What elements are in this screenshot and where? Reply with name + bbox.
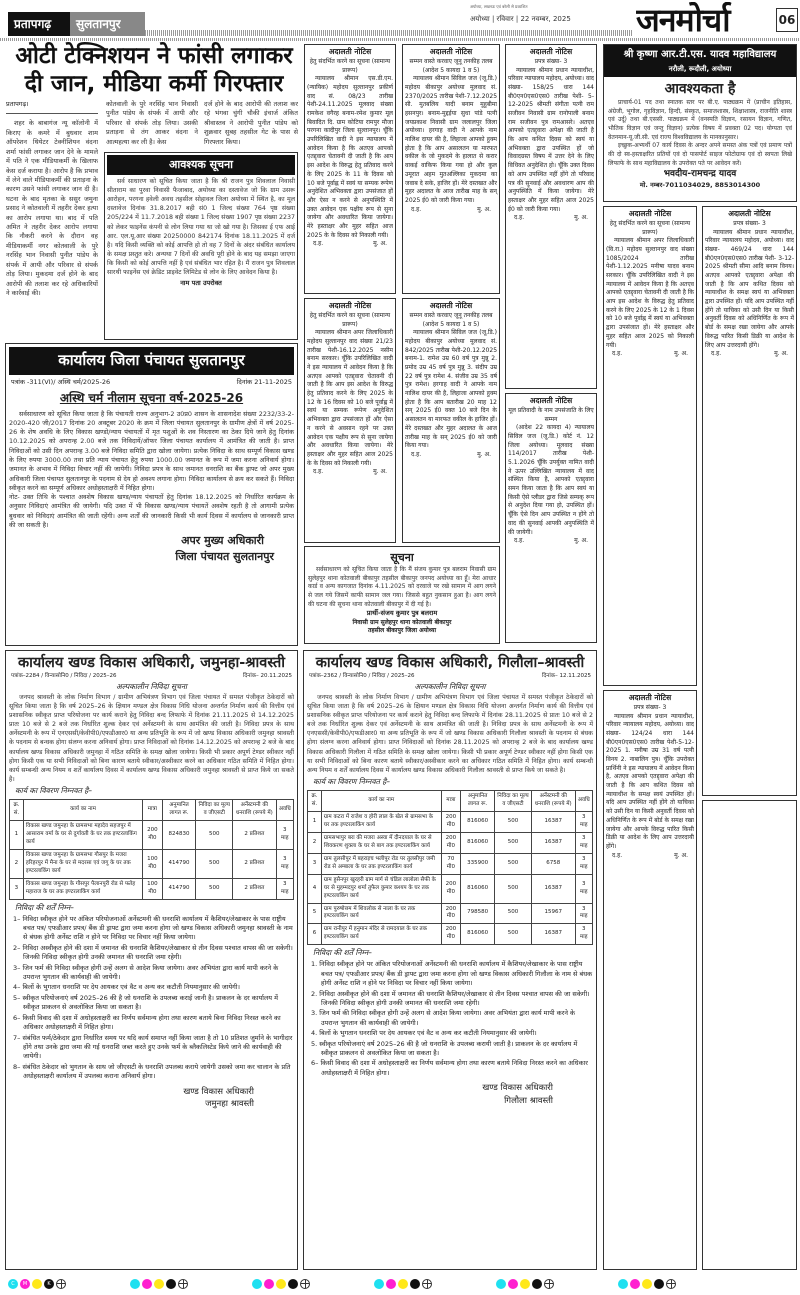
table-cell: विकास खण्ड जमुनहा के गौसपुर पैलानपुरी रोड से फतेह महाराज के घर तक इण्टरलाकिंग कार्य (23, 878, 142, 899)
signature-left: द.ह. (514, 214, 525, 222)
color-swatch (410, 1279, 420, 1289)
court-notice (603, 690, 697, 1270)
table-cell: 200 मी0 (441, 924, 461, 945)
color-swatch (398, 1279, 408, 1289)
works-table (307, 790, 593, 946)
court-notice (402, 44, 500, 294)
condition-item: 8– संबंधित ठेकेदार को भुगतान के साथ जो जीएसटी के धनराशि उपलब्ध कराये जायेगी उसको जमा कर चालान के प्रति अधोहस्ताक्षरी कार्यालय में उपलब्ध कराना अनिवार्य होगा। (13, 1062, 291, 1081)
signature-right: मु. अ. (373, 468, 387, 476)
notice-signature (508, 537, 594, 546)
table-row (10, 878, 294, 899)
newspaper-logo: जनमोर्चा (636, 2, 730, 38)
color-swatch (532, 1279, 542, 1289)
table-cell: 16387 (531, 874, 575, 903)
signatory-title: अपर मुख्य अधिकारी (181, 534, 264, 548)
notice-date: दिनांक– 12.11.2025 (541, 673, 591, 679)
color-swatch: K (44, 1279, 54, 1289)
signature-left: द.ह. (612, 851, 623, 859)
notice-subtitle: सम्मन वास्ते करवाए जूनू तनकीह तलब (आदेश 5 कायदा 1 व 5) (409, 57, 493, 74)
signature-right: मु. अ. (674, 851, 688, 859)
tender-notice-gilaula (303, 650, 597, 1270)
table-cell: 16387 (531, 811, 575, 832)
notice-note: नोट- उक्त तिथि के पश्चात अवशेष विकास खण्ड/न्याय पंचायतों हेतु दिनांक 18.12.2025 को निर्धारित कार्यक्रम के अनुसार निविदाएं आमंत्रित की जायेगी। यदि उक्त में भी विकास खण्ड/न्याय पंचायतें अवशेष रहती है तो आगामी प्रत्येक बुधवार को निविदाएं आमंत्रित की जाती रहेंगी। अन्य शर्तों की जानकारी किसी भी कार्य दिवस में कार्यालय से जानकारी प्राप्त की जा सकती है। (9, 493, 294, 529)
color-swatch (276, 1279, 286, 1289)
table-header: अवधि (575, 790, 592, 811)
table-cell: 816060 (461, 874, 495, 903)
table-cell: 100 मी0 (143, 878, 162, 899)
table-header: अनुमानित लागत रू. (461, 790, 495, 811)
notice-subtitle: प्रपत्र संख्या- 3 (633, 703, 667, 711)
notice-subtitle: हेतु संदर्भित करने का सूचना (सामान्य प्रारूप) (609, 219, 691, 236)
signature-left: द.ह. (411, 205, 422, 213)
table-cell: ग्राम तुलसीपुर में बहराइच भलीपुर रोड पर तुलसीपुर जमी रोड से अम्बाला के घर तक इण्टरलाकिंग कार्य (321, 853, 441, 874)
notice-subtitle: प्रपत्र संख्या- 3 (733, 219, 766, 227)
notice-ref-row (309, 673, 591, 681)
reference-number: पत्रांक–2362 / विन्यासोनि0 / निविदा / 2025–26 (309, 673, 415, 679)
signature-right: मु. अ. (774, 350, 788, 358)
ad-signatory: भवदीय-रामचन्द्र यादव (663, 169, 737, 180)
notice-body: जनपद श्रावस्ती के लोक निर्माण विभाग / ग्रामीण अभियंत्रण विभाग एवं जिला पंचायत में समस्त पंजीकृत ठेकेदारों को सूचित किया जाता है कि वर्ष 2025–26 के क्षियान मण्डल क्षेत्र विकास निधि योजना अन्तर्गत निर्माण कार्य की वित्तीय एवं प्रशासनिक स्वीकृत प्राप्त परियोजना पर कार्य कराने हेतु निविदा बन्द लिफाफे में दिनांक 21.11.2025 से 14.12.2025 प्रातः 10 बजे से 2 बजे तक निर्धारित शुल्क देकर एवं अर्नेस्टमनी के साथ आमंत्रित की जाती है। निविदा प्रपत्र के साथ अर्नेस्टमनी के रूप में एनएससी/केवीपी0/एफडीआर0 या अन्य प्रतिभूति के रूप में जो खण्ड विकास अधिकारी जमुनहा श्रावस्ती के पदनाम से बन्धक होगा संलग्न करना अनिवार्य होगा। प्राप्त निविदाओं को दिनांक 14.12.2025 को अपरान्ह 2 बजे के बाद कार्यालय खण्ड विकास अधिकारी जमुनहा में गठित समिति के समक्ष खोला जायेगा। किसी भी प्रकार अपूर्ण टेण्डर स्वीकार नहीं होगा किसी एक या सभी निविदाओं को बिना कारण बताये स्वीकार/अस्वीकार करने का अधिकार गठित समिति में निहित होगा। कार्य सम्बन्धी अन्य नियम व शर्तें कार्यालय दिवस में कार्यालय खण्ड विकास अधिकारी जमुनहा श्रावस्ती से प्राप्त किये जा सकते है। (9, 693, 294, 783)
color-swatch-group (374, 1279, 432, 1289)
table-cell: 70 मी0 (441, 853, 461, 874)
table-cell: ग्रामसभापुर बरा की मजरा अस्वा में दीनदयाल के घर से शिवकरण शुक्ला के घर से बाग तक इण्टरलाकिंग कार्य (321, 832, 441, 853)
table-cell: 500 (196, 878, 233, 899)
conditions-title: निविदा की शर्तें निम्न– (15, 902, 74, 912)
registration-mark-icon (300, 1279, 310, 1289)
notice-body: न्यायालय श्रीमान प्रधान न्यायाधीश, परिवार न्यायालय महोदय, अयोध्या। वाद संख्या- 158/25 धारा 144 बी0एन0एस0एस0 तारीख पेशी- 5-12-2025 श्रीमती संगीता पत्नी राम सजीवन निवासी ग्राम रानोपाली बनाम राम सजीवन पुत्र रामआसरे। अतएव आपको एतद्द्वारा अपेक्षा की जाती है कि आप कथित दिवस को स्वयं या अभिवक्ता द्वारा उपस्थित हों जो विवादग्रस्त विषय में उत्तर देने के लिए विधिवत अनुदेशित हो। चूँकि उक्त दिवस को आप उपस्थित नहीं होंगे तो परिवाद पत्र की सुनवाई और अवधारण आप की अनुपस्थिति में किया जायेगा। मेरे हस्ताक्षर और मुहर सहित आज 2025 ई0 को जारी किया गया। (508, 66, 594, 213)
notice-subtitle: मूल प्रतिवादी के नाम उपसंजाति के लिए सम्मन (508, 406, 594, 423)
reference-number: पत्रांक -311(VI)/ अस्थि चर्म/2025-26 (11, 377, 111, 386)
logo-tagline: अयोध्या, लखनऊ एवं बरेली से प्रकाशित (470, 4, 528, 9)
court-notice (505, 44, 597, 389)
table-cell: 6758 (531, 853, 575, 874)
table-cell: 798580 (461, 903, 495, 924)
table-cell: 414790 (162, 849, 196, 878)
conditions-title: निविदा की शर्तें निम्न– (313, 948, 372, 958)
story-headline: ओटी टेक्निशयन ने फांसी लगाकर दी जान, मीडिया कर्मी गिरफ्तार (15, 43, 293, 97)
notice-body: न्यायालय श्रीमान सिविल जज (जू.डि.) महोदय बीकापुर अयोध्या मूलवाद सं. 2370/2025 तारीख पेशी-7.12.2025 सी. मुतबलिय यादी बनाम मुहुबीमा हसनपुर। बनाम-मुद्दईया सुधा पांडे पत्नी जयप्रकाश निवासी ग्राम जलालपुर जिला अयोध्या। हरगाह वादी ने आपके नाम नालिश दायर की है, लिहाजा आपको हुक्म होता है कि आप असालतन या मारफत वकील के जो मुकदमे के हालात से करार वाकई वाकिफ किया गया हो और कुल उमूरात अहम मुतअल्लिका मुकदमा का जवाब दे सके, हाजिर हों। मेरे दस्तखत और मुहर अदालत के आज तारीख माह के सन् 2025 ई0 को जारी किया गया। (405, 75, 498, 204)
notice-body: सर्वसाधारण को सूचित किया जाता है कि पंचायती राज्य अनुभाग-2 उ0प्र0 शासन के शासनादेश संख्या 2232/33-2-2020-420 जी/2017 दिनांक 20 अक्टूबर 2020 के क्रम में जिला पंचायत सुलतानपुर के ग्रामीण क्षेत्रों में वर्ष 2025-26 के शेष अवधि के लिए विकास खण्डो/न्याय पंचायतों में मृत पशुओं के शव निस्तारण का ठेका दिये जाने हेतु दिनांक 10.12.2025 को अपरान्ह 2.00 बजे तक निविदायें/ऑफर जिला पंचायत कार्यालय में आमंत्रित की जाती है। प्राप्त निविदाओं को उसी दिन अपरान्ह 3.00 बजे निविदा समिति द्वारा खोला जायेगा। प्रत्येक निविदा के साथ सम्पूर्ण विकास खण्ड के लिए रुपया 3000.00 तथा प्रति न्याय पंचायत हेतु रुपया 1000.00 जमानत के रूप में जमा करना अनिवार्य होगा। जमानत के अभाव में निविदा विचार नहीं की जायेगी। निविदा प्रपत्र के साथ जमानत धनराशि का बैंक ड्राफ्ट जो अपर मुख्य अधिकारी जिला पंचायत सुलतानपुर के पदनाम से देय हो अवश्य लगाना होगा। निविदा कार्यालय से क्रय कर सकते हैं। निविदा स्वीकृत करने का सम्पूर्ण अधिकार अधोहस्ताक्षरी में निहित होगा। (9, 409, 294, 492)
table-cell: 100 मी0 (143, 849, 162, 878)
notice-signature (405, 451, 497, 460)
notice-body: न्यायालय श्रीमान प्रधान न्यायाधीश, परिवार न्यायालय महोदय, अयोध्या। वाद संख्या- 469/24 धारा 144 बी0एन0एस0एस0 तारीख पेशी- 3-12-2025 श्रीमती सीमा आदि बनाम विनय। अतएव आपको एतद्द्वारा अपेक्षा की जाती है कि आप कथित दिवस को न्यायाधीश के समक्ष स्वयं या अभिवक्ता द्वारा उपस्थित हों। यदि आप उपस्थित नहीं होंगे तो याचिका को उसी दिन या किसी अनुवर्ती दिवस को अधिनिर्णित के रूप में बोर्ड के समक्ष रखा जायेगा और आपके विरुद्ध पारित किसी डिक्री या आदेश के लिए आप उत्तरदायी होंगे। (705, 228, 794, 349)
signature-right: मु. अ. (477, 205, 491, 213)
court-notice (402, 298, 500, 543)
story-text: शहर के बाबागंज न्यू कॉलोनी में किराए के कमरे में बुधवार शाम ऑपरेशन थियेटर टेक्नीशियन वंदना शर्मा फांसी लगाकर जान देने के मामले में पति ने एक मीडियाकर्मी के खिलाफ केस दर्ज कराया है। आरोप है कि प्रभाव में लेने वाले मीडियाकर्मी की प्रताड़ना के कारण उसने फांसी लगाकर जान दी है। घटना के बाद मृतका के ससुर जमुना प्रसाद ने कोतवाली में तहरीर देकर हत्या का आरोप लगाया था। बाद में पति अमित ने तहरीर देकर आरोप लगाया कि नौकरी करने के दौरान वह मीडियाकर्मी नगर कोतवाली के पुरे नरसिंह भान निवासी पुनीत पांडेय के संपर्क में आयी और परिवार से संपर्क तोड़ लिया। मुकदमा दर्ज होने के बाद आरोपी की तलाश कर रहे अधिकारियों ने कार्रवाई की। (6, 119, 98, 298)
table-header: अवधि (276, 799, 293, 820)
notice-subtitle: अल्पकालीन निविदा सूचना (116, 681, 187, 691)
table-cell: विकास खण्ड जमुनहा के ग्रामसभा गौसपुर के मजरा हरिहरपुर में मैना के घर से मदरसा एवं जगू के घर तक इण्टरलाकिंग कार्य (23, 849, 142, 878)
court-notice (702, 206, 797, 796)
table-row (308, 811, 593, 832)
signature-right: मु. अ. (674, 350, 688, 358)
table-cell: 500 (196, 849, 233, 878)
color-swatch (32, 1279, 42, 1289)
table-header: निविदा का मूल्य व जीएसटी (196, 799, 233, 820)
story-dateline: प्रतापगढ़। (6, 100, 98, 114)
signature-left: द.ह. (711, 350, 722, 358)
table-cell: 816060 (461, 924, 495, 945)
notice-signature (307, 468, 393, 477)
notice-signature (307, 240, 393, 249)
notice-body: जनपद श्रावस्ती के लोक निर्माण विभाग / ग्रामीण अभियंत्रण विभाग एवं जिला पंचायत में समस्त पंजीकृत ठेकेदारों को सूचित किया जाता है कि वर्ष 2025–26 के क्षियान मण्डल क्षेत्र विकास निधि योजना अन्तर्गत निर्माण कार्य की वित्तीय एवं प्रशासनिक स्वीकृत प्राप्त परियोजना पर कार्य कराने हेतु निविदा बन्द लिफाफे में दिनांक 28.11.2025 से प्रातः 10 बजे से 2 बजे तक निर्धारित शुल्क देकर एवं अर्नेस्टमनी के साथ आमंत्रित की जाती है। निविदा प्रपत्र के साथ अर्नेस्टमनी के रूप में एनएससी/केवीपी0/एफडीआर0 या अन्य प्रतिभूति के रूप में जो खण्ड विकास अधिकारी गिलौला श्रावस्ती के पदनाम से बंधक होगा संलग्न करना अनिवार्य होगा। प्राप्त निविदाओं को दिनांक 28.11.2025 को अपरान्ह 2 बजे के बाद कार्यालय खण्ड विकास अधिकारी गिलौला में गठित समिति के समक्ष खोला जायेगा। किसी भी प्रकार अपूर्ण टेण्डर स्वीकार नहीं होगा किसी एक या सभी निविदाओं को बिना कारण बताये स्वीकार/अस्वीकार करने का अधिकार गठित समिति में निहित होगा। कार्य सम्बन्धी अन्य नियम व शर्तें कार्यालय दिवस में कार्यालय खण्ड विकास अधिकारी गिलौला श्रावस्ती से प्राप्त किये जा सकते है। (307, 693, 593, 774)
story-column-2: कोतवाली के पुरे नरसिंह भान निवासी पुनीत पांडेय के संपर्क में आयी और परिवार से संपर्क तोड़ लिया। उसकी प्रताड़ना से तंग आकर वंदना ने आत्महत्या कर ली है। केस (106, 100, 198, 146)
notice-signature (606, 852, 694, 861)
notice-body: न्यायालय श्रीमान एस.डी.एम. (न्यायिक) महोदय सुल्तानपुर प्रकीर्ण वाद सं. 08/23 तारीख पेशी-24.11.2025 मूलवाद संख्या रामकेश वगैरह बनाम-रमेश कुमार मूल बिवादित दि. ग्राम कोटिया रामपुर मौजा परगना कादीपुर जिला सुल्तानपुर। चूँकि उपरिलिखित वादी ने इस न्यायालय में आवेदन किया है कि अतएव आपको एतद्द्वारा चेतावनी दी जाती है कि आप इस आदेश के विरुद्ध हेतु प्रतिवाद करने के लिए 2025 के 11 के दिवस को 10 बजे पूर्वाह्न में स्वयं या सम्यक रूपेण अनुदेशित अभिवक्ता द्वारा उपसंजात हों और ऐसा न करने से अनुपस्थिति में उक्त आवेदन एक पक्षीय रूप से सुना जायेगा और अवधारित किया जायेगा। मेरे हस्ताक्षर और मुहर सहित आज 2025 के के दिवस को निकाली गयी। (307, 75, 393, 239)
condition-item: 5. स्वीकृत परियोजनाएं वर्ष 2025–26 की है जो धनराशि के उपलब्ध करायी जाती है। प्राकलन के दर कार्यालय में स्वीकृत प्राकलन से अवलोकित किया जा सकता है। (311, 1039, 578, 1058)
notice-title: अदालती नोटिस (429, 301, 473, 310)
zila-panchayat-notice (5, 343, 298, 646)
table-cell: 500 (196, 820, 233, 849)
signature-right: मु. अ. (373, 240, 387, 248)
condition-item: 4. बिलों के भुगतान धनराशि पर देय आयकर एवं वैट व अन्य कर कटौती नियमानुसार की जायेगी। (311, 1029, 537, 1038)
table-cell: 500 (495, 832, 532, 853)
applicant-address: निवासी ग्राम सुलेहपुर थाना कोतवाली बीकापुर (352, 618, 452, 626)
condition-item: 4– बिलों के भुगतान धनराशि पर देय आयकर एवं वैट व अन्य कर कटौती नियमानुसार की जायेगी। (13, 983, 240, 992)
reference-number: पत्रांक–2284 / विन्यासोनि0 / निविदा / 2025–26 (11, 673, 117, 679)
notice-signature (606, 350, 694, 359)
condition-item: 3. जिन फर्म की निविदा स्वीकृत होगी उन्हें अलग से आदेश किया जायेगा। अवर अभियंता द्वारा कार्य मापी करने के उपरान्त भुगतान की कार्यवाही की जायेगी। (311, 1009, 576, 1027)
registration-mark-icon (56, 1279, 66, 1289)
table-header-row (308, 790, 593, 811)
table-cell: 3 माह (276, 849, 293, 878)
table-cell: 16387 (531, 924, 575, 945)
signature-right: मु. अ. (574, 537, 588, 545)
section-tab-pratapgarh: प्रतापगढ़ (8, 12, 70, 36)
table-header: मात्रा (143, 799, 162, 820)
table-cell: 3 (10, 878, 24, 899)
color-swatch (654, 1279, 664, 1289)
header-rule (145, 30, 633, 36)
table-header: क्र. सं. (10, 799, 24, 820)
notice-date: दिनांक 21-11-2025 (236, 377, 292, 386)
table-cell: 3 माह (575, 874, 592, 903)
applicant-name: प्रार्थी-संजय कुमार पुत्र बलराम (366, 609, 438, 618)
table-cell: 200 मी0 (441, 832, 461, 853)
table-cell: ग्राम रानीपुर में हनुमान मंदिर से रामदयाल के घर तक इण्टरलाकिंग कार्य (321, 924, 441, 945)
notice-ref-row (11, 673, 292, 681)
table-cell: 3 माह (575, 811, 592, 832)
table-cell: 500 (495, 903, 532, 924)
page-number: 06 (776, 8, 798, 32)
notice-body: न्यायालय श्रीमान प्रधान न्यायाधीश, परिवार न्यायालय महोदय, अयोध्या। वाद संख्या- 124/24 धारा 144 बी0एन0एस0एस0 तारीख पेशी-5-12-2025 1. मनीषा उम्र 31 वर्ष पत्नी विनय 2. नाबालिग पुत्र। चूँकि उपरोक्त प्रार्थिनी ने इस न्यायालय में आवेदन किया है, अतएव आपको एतद्द्वारा अपेक्षा की जाती है कि आप कथित दिवस को न्यायाधीश के समक्ष स्वयं उपस्थित हों। यदि आप उपस्थित नहीं होंगे तो याचिका को उसी दिन या किसी अनुवर्ती दिवस को अधिनिर्णित के रूप में बोर्ड के समक्ष रखा जायेगा और आपके विरुद्ध पारित किसी डिक्री या आदेश के लिए आप उत्तरदायी होंगे। (606, 712, 694, 850)
signature-right: मु. अ. (477, 450, 491, 458)
college-name: श्री कृष्णा आर.टी.एस. यादव महाविद्यालय (604, 45, 796, 64)
table-cell: 4 (308, 874, 322, 903)
table-cell: 816060 (461, 832, 495, 853)
notice-title: अदालती नोटिस (728, 209, 771, 218)
notice-title: कार्यालय जिला पंचायत सुलतानपुर (9, 347, 294, 375)
court-notice (505, 393, 597, 643)
court-notice (304, 44, 396, 294)
condition-item: 2– निविदा अस्वीकृत होने की दशा में जमानत की धनराशि कैशियर/लेखाकार से तीन दिवस पश्चात वापस की जा सकेगी। जिनकी निविदा स्वीकृत होगी उनकी जमानत की धनराशि जमा रहेगी। (13, 943, 293, 962)
table-row (308, 874, 593, 903)
signatory-title: खण्ड विकास अधिकारी (183, 1086, 254, 1097)
notice-title: आवश्यक सूचना (107, 155, 295, 175)
condition-item: 3– जिन फर्म की निविदा स्वीकृत होगी उन्हें अलग से आदेश किया जायेगा। अवर अभियंता द्वारा कार्य मापी करने के उपरान्त भुगतान की कार्यवाही की जायेगी। (13, 963, 279, 982)
signature-left: द.ह. (313, 240, 324, 248)
ad-phone: मो. नम्बर-7011034029, 8853014300 (639, 181, 761, 190)
signatory-title: खण्ड विकास अधिकारी (482, 1083, 553, 1094)
color-swatch (252, 1279, 262, 1289)
registration-mark-icon (666, 1279, 676, 1289)
notice-body: सर्व साधारण को सूचित किया जाता है कि श्री राजन पुत्र शिवलाल निवासी सीताराम का पुरवा निवासी फैजाबाद, अयोध्या का दस्तावेज जो कि ग्राम उसरू आरोहन, परगना हवेली अवध तहसील सोहावल जिला अयोध्या में स्थित है, का मूल दस्तावेज दिनांक 31.8.2017 बही सं0 1 जिल्द संख्या 764 पृष्ठ संख्या 205/224 में 11.7.2018 बही संख्या 1 जिल्द संख्या 1907 पृष्ठ संख्या 2237 को लेकर फाइनेंस कंपनी से लोन लिया गया था जो खो गया है। जिसका ई एफ आई आर. एल.यू.आर संख्या 20250000 842174 दिनांक 18.11.2025 में दर्ज है। यदि किसी व्यक्ति को कोई आपत्ति हो तो वह 7 दिनों के अंदर संबंधित कार्यालय के समक्ष प्रस्तुत करे। अन्यथा 7 दिनों की अवधि पूरी होने के बाद यह समझा जाएगा कि किसी को कोई आपत्ति नहीं है एवं संबंधित भार रहित है। मैं राजन पुत्र शिवलाल सारथी फाइनेंस एवं क्रेडिट प्राइवेट लिमिटेड से लोन के लिए आवेदन किया है। (107, 177, 295, 277)
table-row (10, 820, 294, 849)
signature-right: मु. अ. (574, 214, 588, 222)
notice-subtitle: प्रपत्र संख्या- 3 (534, 57, 568, 65)
notice-signature (405, 206, 497, 215)
notice-subtitle: अल्पकालीन निविदा सूचना (414, 681, 486, 691)
color-swatch (630, 1279, 640, 1289)
suchna-notice (304, 546, 500, 644)
table-cell: 414790 (162, 878, 196, 899)
signatory-office: गिलौला श्रावस्ती (504, 1095, 553, 1106)
table-cell: 16387 (531, 832, 575, 853)
table-cell: ग्राम हुसैनपुर खुरहरी ग्राम मार्ग से चंडिल लालोला सैफी के घर से मुहम्मदपुर शर्मा तुफैल कुमार कश्यप के घर तक इण्टरलाकिंग कार्य (321, 874, 441, 903)
color-swatch (508, 1279, 518, 1289)
color-swatch (142, 1279, 152, 1289)
table-cell: 3 माह (575, 924, 592, 945)
table-cell: 824830 (162, 820, 196, 849)
college-location: नरौली, रूदौली, अयोध्या (604, 64, 796, 77)
color-swatch (154, 1279, 164, 1289)
color-swatch: M (20, 1279, 30, 1289)
table-cell: ग्राम कटरा में राजेश व होरी लाल के खेत से ग्रामसभा के घर तक इण्टरलाकिंग कार्य (321, 811, 441, 832)
table-row (308, 832, 593, 853)
signatory-office: जमुनहा श्रावस्ती (205, 1099, 254, 1110)
table-cell: 3 (308, 853, 322, 874)
table-header-row (10, 799, 294, 820)
registration-mark-icon (422, 1279, 432, 1289)
table-header: कार्य का नाम (23, 799, 142, 820)
table-cell: 200 मी0 (143, 820, 162, 849)
condition-item: 2. निविदा अस्वीकृत होने की दशा में जमानत की धनराशि कैशियर/लेखाकार से तीन दिवस पश्चात वापस की जा सकेगी। जिनकी निविदा स्वीकृत होगी उनकी जमानत की धनराशि जमा रहेगी। (311, 989, 590, 1007)
table-cell: 816060 (461, 811, 495, 832)
color-swatch (618, 1279, 628, 1289)
color-swatch (264, 1279, 274, 1289)
applicant-tehsil: तहसील बीकापुर जिला अयोध्या (367, 627, 437, 635)
notice-title: कार्यालय खण्ड विकास अधिकारी, जमुनहा-श्रावस्ती (17, 655, 286, 671)
table-row (308, 903, 593, 924)
table-cell: 500 (495, 874, 532, 903)
color-swatch (642, 1279, 652, 1289)
college-vacancy-ad (603, 44, 797, 202)
table-cell: 200 मी0 (441, 874, 461, 903)
notice-title: कार्यालय खण्ड विकास अधिकारी, गिलौला–श्रावस्ती (315, 655, 585, 671)
notice-body: न्यायालय श्रीमान अपर जिलाधिकारी महोदय सुल्तानपुर वाद संख्या 21/23 तारीख पेशी-16.12.2025 नसीम बनाम सरकार। चूँकि उपरिलिखित वादी ने इस न्यायालय में आवेदन किया है कि अतएव आपको एतद्द्वारा चेतावनी दी जाती है कि आप इस आदेश के विरुद्ध हेतु प्रतिवाद करने के लिए 2025 के 12 के 16 दिवस को 10 बजे पूर्वाह्न में स्वयं या सम्यक रूपेण अनुदेशित अभिवक्ता द्वारा उपसंजात हों और ऐसा न करने से अवसान रहने पर उक्त आवेदन एक पक्षीय रूप से सुना जायेगा और अवधारित किया जायेगा। मेरे हस्ताक्षर और मुहर सहित आज 2025 के के दिवस को निकाली गयी। (307, 329, 393, 467)
table-cell: ग्राम पुरुषोत्तम में शिवलोक से नाला के घर तक इण्टरलाकिंग कार्य (321, 903, 441, 924)
ad-body: प्राचार्य-01 पद तथा स्नातक स्तर पर बी.ए. पाठ्यक्रम में (प्राचीन इतिहास, अंग्रेजी, भूगोल, गृहविज्ञान, हिन्दी, संस्कृत, समाजशास्त्र, शिक्षाशास्त्र, राजनीति शास्त्र एवं उर्दू) तथा बी.एससी. पाठ्यक्रम में (वनस्पति विज्ञान, रसायन विज्ञान, गणित, भौतिक विज्ञान एवं जन्तु विज्ञान) प्रत्येक विषय में प्रवक्ता 02 पद। योग्यता एवं वेतनमान-यू.जी.सी. एवं राज्य विश्वविद्यालय के मानकानुसार। (608, 98, 792, 141)
table-cell: 500 (495, 811, 532, 832)
table-cell: 3 माह (276, 820, 293, 849)
signature-left: द.ह. (313, 468, 324, 476)
condition-item: 6– किसी विवाद की दशा में अधोहस्ताक्षरी का निर्णय सर्वमान्य होगा तथा कारण बताये निविदा निरस्त करने का अधिकार अधोहस्ताक्षरी में निहित होगा। (311, 1059, 588, 1077)
table-caption: कार्य का विवरण निम्नवत है– (15, 786, 93, 796)
notice-title: अदालती नोटिस (628, 693, 672, 702)
registration-mark-icon (178, 1279, 188, 1289)
table-cell: 5 (308, 903, 322, 924)
color-swatch-group (252, 1279, 310, 1289)
color-swatch: C (8, 1279, 18, 1289)
table-cell: 3 माह (276, 878, 293, 899)
color-swatch (288, 1279, 298, 1289)
signatory-office: जिला पंचायत सुलतानपुर (175, 550, 274, 564)
notice-subtitle: सम्मन वास्ते करवाए जूनू तनकीह तलब (आदेश 5 कायदा 1 व 5) (409, 311, 493, 328)
table-cell: 2 प्रतिशत (233, 878, 276, 899)
table-cell: विकास खण्ड जमुनहा के ग्रामसभा महादेव सहजपुर में आसाराम वर्मा के घर से दुर्गावती के घर तक इण्टरलाकिंग कार्य (23, 820, 142, 849)
table-row (308, 853, 593, 874)
color-swatch-group (130, 1279, 188, 1289)
court-notice (304, 298, 396, 543)
condition-item: 1– निविदा स्वीकृत होने पर अंकित परियोजनाओं अर्नेस्टमनी की धनराशि कार्यालय में कैशियर/लेखाकार के पास राष्ट्रीय बचत पत्र/ एफडीआर प्रपत्र/ बैंक डी ड्राफ्ट द्वारा जमा करना होगा जो खण्ड विकास अधिकारी जमुनहा श्रावस्ती के नाम से बंधक होगी अर्नेस्ट राशि न होने पर निविदा पर विचार नहीं किया जायेगा। (13, 914, 293, 942)
court-notice (603, 206, 697, 686)
notice-body: (आदेश 22 कायदा 4) न्यायालय सिविल जज (जू.डि.) कोर्ट नं. 12 जिला अयोध्या। मूलवाद संख्या 114/2017 तारीख पेशी- 5.1.2026 चूँकि उपर्युक्त नामित वादी ने ऊपर उल्लिखित न्यायालय में वाद संस्थित किया है, आपको एतद्द्वारा समन किया जाता है कि आप स्वयं या किसी ऐसे प्लीडर द्वारा जिसे सम्यक् रूप से अनुदेश दिया गया हो, उपस्थित हों। चूँकि ऐसे दिन आप उपस्थित न होंगे तो वाद की सुनवाई आपकी अनुपस्थिति में की जायेगी। (508, 424, 594, 536)
color-swatch-group (8, 1279, 66, 1289)
notice-body: न्यायालय श्रीमान अपर जिलाधिकारी (वि.रा.) महोदय सुल्तानपुर वाद संख्या 1085/2024 तारीख पेशी-1.12.2025 मनीषा यादव बनाम सरकार। चूँकि उपरिलिखित वादी ने इस न्यायालय में आवेदन किया है कि अतएव आपको एतद्द्वारा चेतावनी दी जाती है कि आप इस आदेश के विरुद्ध हेतु प्रतिवाद करने के लिए 2025 के 12 के 1 दिवस को 10 बजे पूर्वाह्न में स्वयं या अभिवक्ता द्वारा उपसंजात हों। मेरे हस्ताक्षर और मुहर सहित आज 2025 को निकाली गयी। (606, 237, 694, 349)
notice-subtitle: अस्थि चर्म नीलाम सूचना वर्ष-2025-26 (59, 391, 244, 406)
dateline: अयोध्या | रविवार | 22 नवम्बर, 2025 (470, 15, 571, 23)
table-header: अनुमानित लागत रू. (162, 799, 196, 820)
table-header: क्र. सं. (308, 790, 322, 811)
table-header: मात्रा (441, 790, 461, 811)
table-header: निविदा का मूल्य व जीएसटी (495, 790, 532, 811)
table-cell: 3 माह (575, 853, 592, 874)
section-tab-sultanpur: सुलतानपुर (70, 12, 145, 36)
avashyak-suchna-notice (104, 152, 298, 340)
header-rule-bottom (0, 38, 800, 41)
color-swatch (386, 1279, 396, 1289)
condition-item: 7– संबंधित फर्म/ठेकेदार द्वारा निर्धारित समय पर यदि कार्य समाप्त नहीं किया जाता है तो 10 प्रतिशत जुर्माने के भागीदार होंगे तथा उनके द्वारा जमा की गई धनराशि जब्त करते हुए उनके फर्म के ब्लैकलिस्टेड किये जाने की कार्यवाही की जायेगी। (13, 1033, 293, 1061)
notice-title: अदालती नोटिस (328, 301, 372, 310)
notice-subtitle: हेतु संदर्भित करने का सूचना (सामान्य प्रारूप) (309, 57, 391, 74)
table-cell: 200 मी0 (441, 811, 461, 832)
ad-title: आवश्यकता है (664, 80, 736, 97)
table-cell: 2 प्रतिशत (233, 820, 276, 849)
notice-date: दिनांक– 20.11.2025 (242, 673, 292, 679)
table-cell: 2 (308, 832, 322, 853)
table-cell: 200 मी0 (441, 903, 461, 924)
signature-left: द.ह. (411, 450, 422, 458)
notice-body: सर्वसाधारण को सूचित किया जाता है कि मैं संजय कुमार पुत्र बलराम निवासी ग्राम सुलेहपुर थाना कोतवाली बीकापुर तहसील बीकापुर जनपद अयोध्या का हूँ। मेरा आधार कार्ड व अन्य कागजात दिनांक 4.11.2025 को दरवाजे पर रखे सामान में आग लगने से जल गये जिसमें काफी सामान जल गया। जिससे बहुत नुकसान हुआ है। आग लगने की घटना की सूचना थाना कोतवाली बीकापुर में दी गई है। (308, 565, 496, 608)
story-column-3: दर्ज होने के बाद आरोपी की तलाश कर रहे भंगवा चुंगी चौकी इंचार्ज अंकित श्रीवास्तव ने आरोपी पुनीत पांडेय को शुक्रवार सुबह तहसील गेट के पास से गिरफ्तार किया। (204, 100, 298, 146)
color-swatch (130, 1279, 140, 1289)
tender-notice-jamunaha (5, 650, 298, 1270)
notice-title: सूचना (390, 551, 414, 564)
color-swatch (374, 1279, 384, 1289)
table-cell: 3 माह (575, 903, 592, 924)
signature-left: द.ह. (514, 537, 525, 545)
table-cell: 6 (308, 924, 322, 945)
table-cell: 335900 (461, 853, 495, 874)
table-cell: 500 (495, 924, 532, 945)
notice-title: अदालती नोटिस (328, 47, 372, 56)
condition-item: 5– स्वीकृत परियोजनाएं वर्ष 2025–26 की है जो धनराशि के उपलब्ध कराई जानी है। प्राकलन के दर कार्यालय में स्वीकृत प्राकलन से अवलोकित किया जा सकता है। (13, 993, 279, 1012)
works-table (9, 799, 294, 900)
story-column-1 (6, 100, 98, 340)
table-cell: 2 (10, 849, 24, 878)
notice-title: अदालती नोटिस (529, 396, 573, 405)
color-swatch-group (496, 1279, 554, 1289)
table-header: अर्नेस्टमनी की धनराशि (रूपये में) (233, 799, 276, 820)
notice-body: न्यायालय श्रीमान सिविल जज (जू.डि.) महोदय बीकापुर अयोध्या मूलवाद सं. 842/2025 तारीख पेशी-20.12.2025 बनाम-1. रामेश उम्र 60 वर्ष पुत्र मुन्नू 2. प्रमोद उम्र 45 वर्ष पुत्र मुन्नू 3. संदीप उम्र 22 वर्ष पुत्र रामेश 4. संजीव उम्र 35 वर्ष पुत्र रामेश। हरगाह वादी ने आपके नाम नालिश दायर की है, लिहाजा आपको हुक्म होता है कि आप बतारीख 20 माह 12 सन् 2025 ई0 वक्त 10 बजे दिन के असालतन या मारफत वकील के हाजिर हों। मेरे दस्तखत और मुहर अदालत के आज तारीख माह के सन् 2025 ई0 को जारी किया गया। (405, 329, 498, 450)
color-swatch (496, 1279, 506, 1289)
table-cell: 1 (10, 820, 24, 849)
color-swatch (166, 1279, 176, 1289)
color-swatch-group (618, 1279, 676, 1289)
table-cell: 500 (495, 853, 532, 874)
notice-title: अदालती नोटिस (529, 47, 573, 56)
condition-item: 6– किसी विवाद की दशा में अधोहस्ताक्षरी का निर्णय सर्वमान्य होगा तथा कारण बताये बिना निविदा निरस्त करने का अधिकार अधोहस्ताक्षरी में निहित होगा। (13, 1013, 281, 1032)
notice-signature: नाम पता उपरोक्त (180, 279, 222, 288)
signature-left: द.ह. (612, 350, 623, 358)
table-row (308, 924, 593, 945)
notice-signature (508, 214, 594, 223)
notice-subtitle: हेतु संदर्भित करने का सूचना (सामान्य प्रारूप) (309, 311, 391, 328)
notice-signature (705, 350, 794, 359)
notice-title: अदालती नोटिस (628, 209, 672, 218)
notice-title: अदालती नोटिस (429, 47, 473, 56)
table-cell: 1 (308, 811, 322, 832)
condition-item: 1. निविदा स्वीकृत होने पर अंकित परियोजनाओं अर्नेस्टमनी की धनराशि कार्यालय में कैशियर/लेखाकार के पास राष्ट्रीय बचत पत्र/ एफडीआर प्रपत्र/ बैंक डी ड्राफ्ट द्वारा जमा करना होगा जो खण्ड विकास अधिकारी गिलौला के नाम से बंधक होगी अर्नेस्ट राशि न होने पर निविदा पर विचार नहीं किया जायेगा। (311, 960, 593, 988)
ad-instructions: इच्छुक-अभ्यर्थी 07 कार्य दिवस के अन्दर अपने समस्त अंक पत्रों एवं प्रमाण पत्रों की दो स्व-हस्ताक्षरित प्रतियों एवं दो पासपोर्ट साइज फोटोग्राफ एवं दो स्वपता लिखे लिफाफे के साथ महाविद्यालय के उपरोक्त पते पर आवेदन करें। (608, 142, 792, 167)
table-header: अर्नेस्टमनी की धनराशि (रूपये में) (531, 790, 575, 811)
table-header: कार्य का नाम (321, 790, 441, 811)
color-swatch (520, 1279, 530, 1289)
table-cell: 2 प्रतिशत (233, 849, 276, 878)
registration-mark-icon (544, 1279, 554, 1289)
table-cell: 3 माह (575, 832, 592, 853)
print-color-registration-bar (0, 1272, 800, 1295)
table-caption: कार्य का विवरण निम्नवत है– (313, 776, 391, 786)
table-cell: 15967 (531, 903, 575, 924)
table-row (10, 849, 294, 878)
